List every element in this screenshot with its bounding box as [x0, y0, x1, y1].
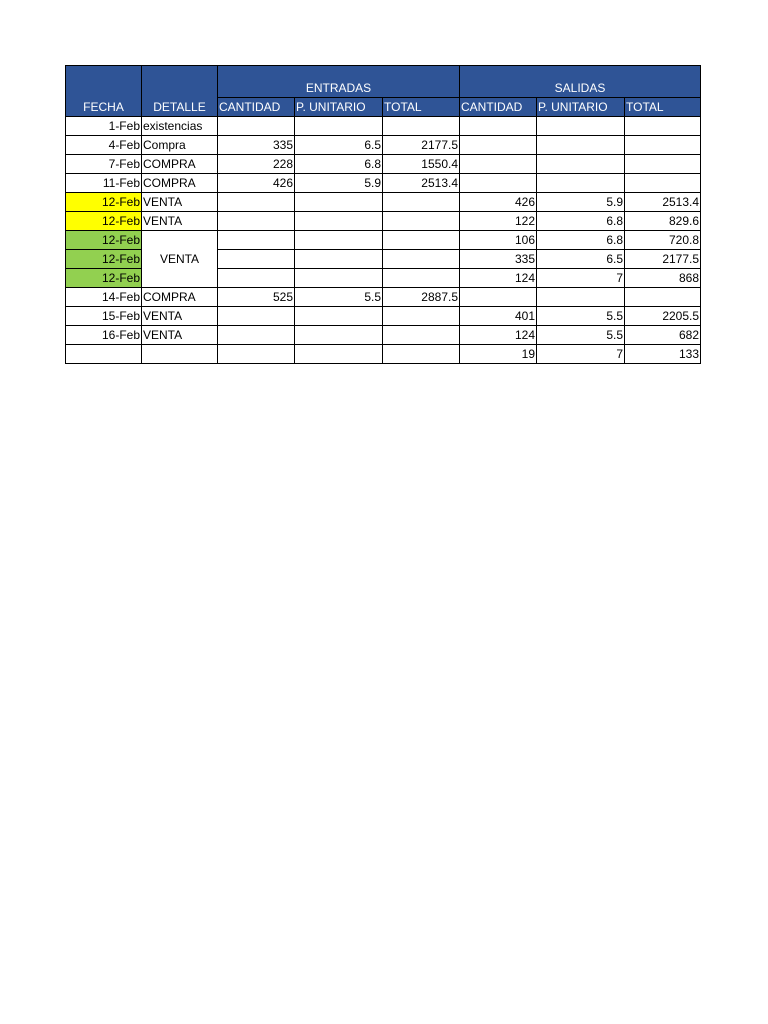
fecha-cell[interactable]: [66, 345, 142, 364]
salidas-total-cell[interactable]: [625, 288, 701, 307]
salidas-punitario-cell[interactable]: 6.5: [537, 250, 625, 269]
kardex-table: [65, 65, 701, 364]
entradas-punitario-cell[interactable]: 6.5: [295, 136, 383, 155]
entradas-punitario-header: P. UNITARIO: [295, 98, 383, 117]
table-row: [66, 288, 701, 307]
detalle-cell[interactable]: VENTA: [142, 212, 218, 231]
salidas-cantidad-cell[interactable]: 124: [460, 326, 537, 345]
salidas-punitario-cell[interactable]: [537, 288, 625, 307]
entradas-punitario-cell[interactable]: [295, 117, 383, 136]
table-row: [66, 345, 701, 364]
entradas-cantidad-header: CANTIDAD: [218, 98, 295, 117]
salidas-cantidad-cell[interactable]: 122: [460, 212, 537, 231]
fecha-cell[interactable]: 1-Feb: [66, 117, 142, 136]
entradas-punitario-cell[interactable]: [295, 345, 383, 364]
entradas-punitario-cell[interactable]: [295, 269, 383, 288]
salidas-total-cell[interactable]: 2205.5: [625, 307, 701, 326]
entradas-cantidad-cell[interactable]: [218, 193, 295, 212]
salidas-header: SALIDAS: [460, 66, 701, 98]
entradas-cantidad-cell[interactable]: [218, 345, 295, 364]
fecha-cell[interactable]: 15-Feb: [66, 307, 142, 326]
salidas-total-cell[interactable]: 720.8: [625, 231, 701, 250]
entradas-total-cell[interactable]: 1550.4: [383, 155, 460, 174]
fecha-cell[interactable]: 12-Feb: [66, 231, 142, 250]
entradas-total-cell[interactable]: 2177.5: [383, 136, 460, 155]
header-group-row: [66, 66, 701, 98]
detalle-cell[interactable]: COMPRA: [142, 174, 218, 193]
entradas-total-cell[interactable]: [383, 117, 460, 136]
detalle-cell[interactable]: VENTA: [142, 326, 218, 345]
detalle-cell[interactable]: Compra: [142, 136, 218, 155]
salidas-punitario-cell[interactable]: 7: [537, 345, 625, 364]
entradas-punitario-cell[interactable]: 5.9: [295, 174, 383, 193]
salidas-punitario-cell[interactable]: 7: [537, 269, 625, 288]
salidas-total-cell[interactable]: 682: [625, 326, 701, 345]
salidas-punitario-header: P. UNITARIO: [537, 98, 625, 117]
salidas-total-cell[interactable]: 133: [625, 345, 701, 364]
salidas-cantidad-cell[interactable]: [460, 174, 537, 193]
salidas-cantidad-cell[interactable]: 426: [460, 193, 537, 212]
entradas-total-cell[interactable]: [383, 231, 460, 250]
salidas-punitario-cell[interactable]: 6.8: [537, 212, 625, 231]
entradas-header: ENTRADAS: [218, 66, 460, 98]
salidas-total-header: TOTAL: [625, 98, 701, 117]
salidas-total-cell[interactable]: 2177.5: [625, 250, 701, 269]
entradas-total-cell[interactable]: [383, 345, 460, 364]
fecha-cell[interactable]: 11-Feb: [66, 174, 142, 193]
entradas-cantidad-cell[interactable]: [218, 117, 295, 136]
salidas-cantidad-cell[interactable]: [460, 155, 537, 174]
fecha-cell[interactable]: 14-Feb: [66, 288, 142, 307]
table-row: [66, 212, 701, 231]
salidas-total-cell[interactable]: [625, 117, 701, 136]
salidas-cantidad-cell[interactable]: 401: [460, 307, 537, 326]
salidas-cantidad-cell[interactable]: [460, 288, 537, 307]
entradas-cantidad-cell[interactable]: [218, 231, 295, 250]
table-row: [66, 174, 701, 193]
entradas-punitario-cell[interactable]: [295, 307, 383, 326]
detalle-header: DETALLE: [142, 66, 218, 117]
fecha-cell[interactable]: 12-Feb: [66, 193, 142, 212]
salidas-punitario-cell[interactable]: [537, 136, 625, 155]
fecha-cell[interactable]: 7-Feb: [66, 155, 142, 174]
fecha-header: FECHA: [66, 66, 142, 117]
entradas-cantidad-cell[interactable]: [218, 212, 295, 231]
fecha-cell[interactable]: 16-Feb: [66, 326, 142, 345]
detalle-cell[interactable]: existencias: [142, 117, 218, 136]
entradas-cantidad-cell[interactable]: [218, 326, 295, 345]
entradas-cantidad-cell[interactable]: 525: [218, 288, 295, 307]
table-body: [66, 117, 701, 364]
entradas-punitario-cell[interactable]: [295, 326, 383, 345]
fecha-cell[interactable]: 12-Feb: [66, 269, 142, 288]
table-header: [66, 66, 701, 117]
entradas-total-cell[interactable]: 2513.4: [383, 174, 460, 193]
salidas-punitario-cell[interactable]: 5.5: [537, 326, 625, 345]
salidas-cantidad-header: CANTIDAD: [460, 98, 537, 117]
salidas-punitario-cell[interactable]: 6.8: [537, 231, 625, 250]
salidas-total-cell[interactable]: [625, 155, 701, 174]
entradas-cantidad-cell[interactable]: [218, 250, 295, 269]
entradas-punitario-cell[interactable]: [295, 250, 383, 269]
entradas-cantidad-cell[interactable]: 335: [218, 136, 295, 155]
entradas-cantidad-cell[interactable]: 426: [218, 174, 295, 193]
detalle-cell[interactable]: VENTA: [142, 307, 218, 326]
entradas-total-cell[interactable]: 2887.5: [383, 288, 460, 307]
entradas-punitario-cell[interactable]: [295, 231, 383, 250]
salidas-cantidad-cell[interactable]: 335: [460, 250, 537, 269]
detalle-cell[interactable]: [142, 345, 218, 364]
fecha-cell[interactable]: 12-Feb: [66, 250, 142, 269]
table-row: [66, 326, 701, 345]
entradas-punitario-cell[interactable]: [295, 212, 383, 231]
salidas-cantidad-cell[interactable]: 106: [460, 231, 537, 250]
detalle-cell[interactable]: VENTA: [142, 193, 218, 212]
table-row: [66, 193, 701, 212]
salidas-total-cell[interactable]: 868: [625, 269, 701, 288]
table-row: [66, 136, 701, 155]
entradas-punitario-cell[interactable]: 5.5: [295, 288, 383, 307]
entradas-total-cell[interactable]: [383, 212, 460, 231]
salidas-punitario-cell[interactable]: [537, 155, 625, 174]
salidas-punitario-cell[interactable]: 5.5: [537, 307, 625, 326]
entradas-total-cell[interactable]: [383, 326, 460, 345]
detalle-cell[interactable]: COMPRA: [142, 155, 218, 174]
salidas-punitario-cell[interactable]: [537, 117, 625, 136]
salidas-punitario-cell[interactable]: 5.9: [537, 193, 625, 212]
salidas-total-cell[interactable]: [625, 136, 701, 155]
table-row: [66, 231, 701, 250]
salidas-cantidad-cell[interactable]: [460, 136, 537, 155]
entradas-cantidad-cell[interactable]: 228: [218, 155, 295, 174]
fecha-cell[interactable]: 12-Feb: [66, 212, 142, 231]
entradas-cantidad-cell[interactable]: [218, 269, 295, 288]
entradas-total-cell[interactable]: [383, 193, 460, 212]
salidas-total-cell[interactable]: [625, 174, 701, 193]
entradas-total-cell[interactable]: [383, 250, 460, 269]
entradas-punitario-cell[interactable]: 6.8: [295, 155, 383, 174]
entradas-cantidad-cell[interactable]: [218, 307, 295, 326]
salidas-total-cell[interactable]: 829.6: [625, 212, 701, 231]
fecha-cell[interactable]: 4-Feb: [66, 136, 142, 155]
entradas-total-header: TOTAL: [383, 98, 460, 117]
entradas-punitario-cell[interactable]: [295, 193, 383, 212]
entradas-total-cell[interactable]: [383, 269, 460, 288]
salidas-cantidad-cell[interactable]: 124: [460, 269, 537, 288]
salidas-cantidad-cell[interactable]: 19: [460, 345, 537, 364]
table-row: [66, 117, 701, 136]
salidas-punitario-cell[interactable]: [537, 174, 625, 193]
table-row: [66, 307, 701, 326]
table-row: [66, 155, 701, 174]
entradas-total-cell[interactable]: [383, 307, 460, 326]
salidas-cantidad-cell[interactable]: [460, 117, 537, 136]
salidas-total-cell[interactable]: 2513.4: [625, 193, 701, 212]
detalle-cell[interactable]: COMPRA: [142, 288, 218, 307]
detalle-merged-cell[interactable]: VENTA: [142, 231, 218, 288]
